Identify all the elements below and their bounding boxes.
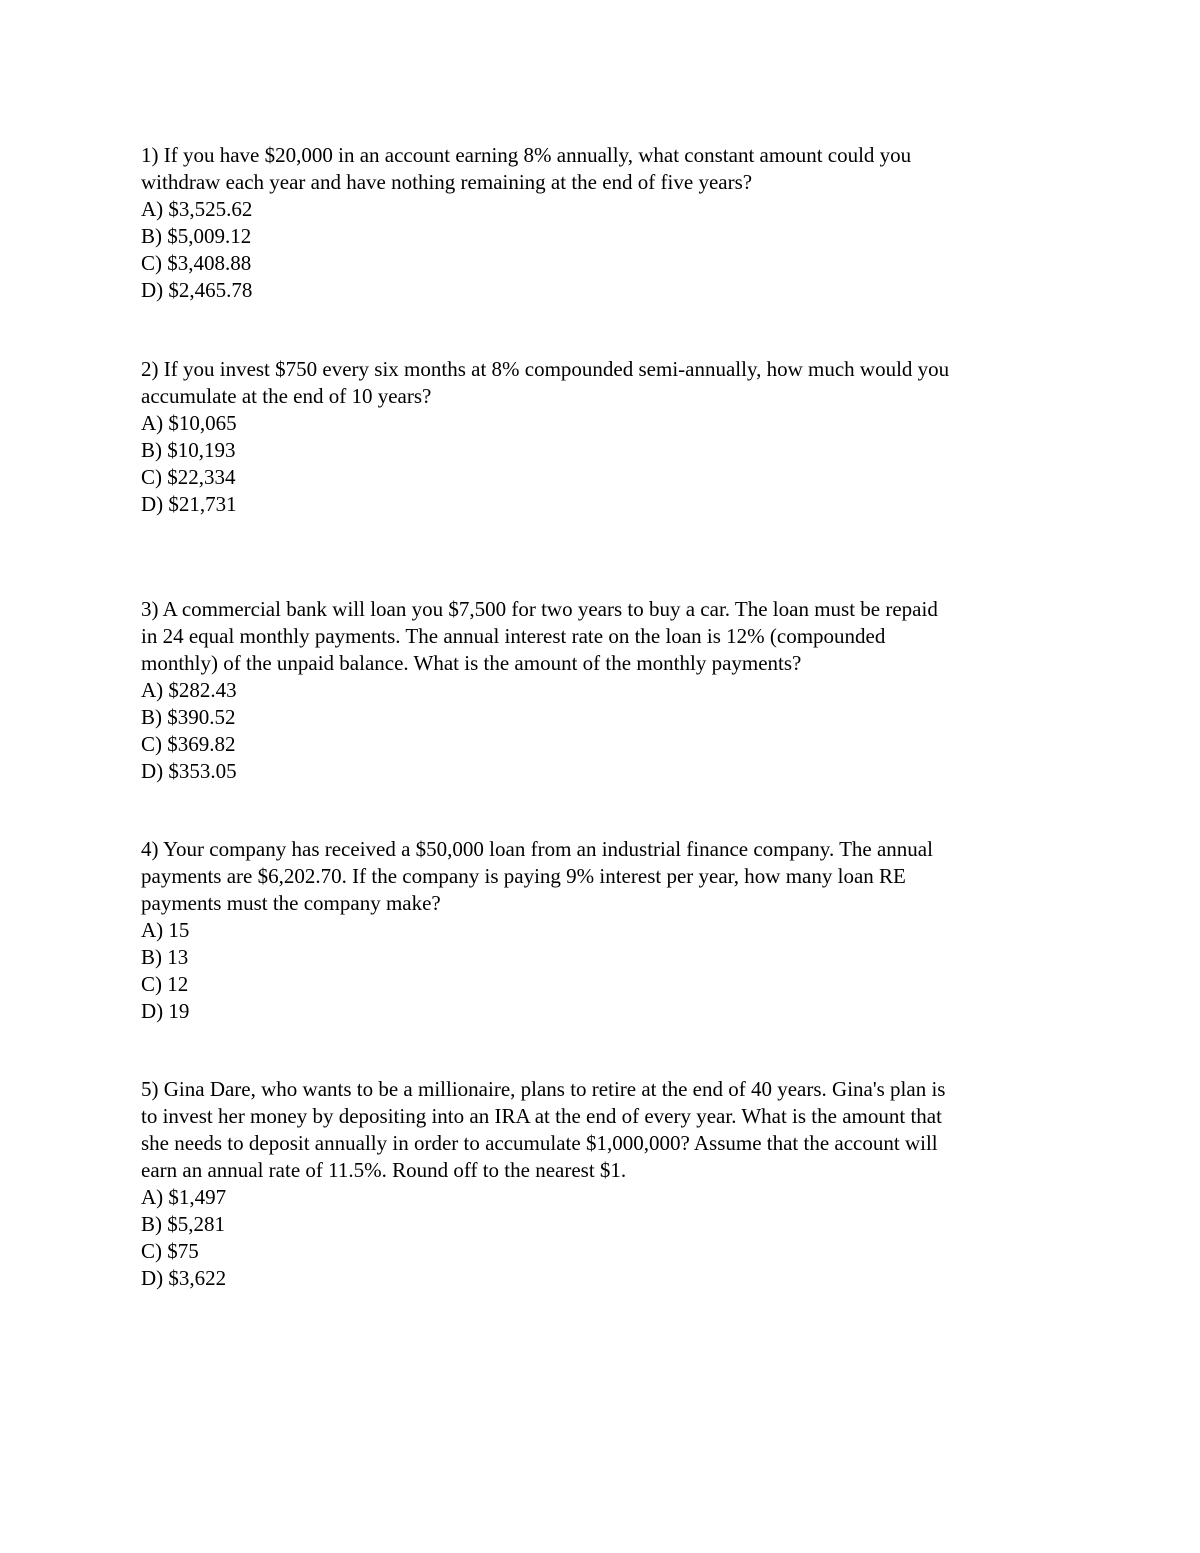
question-1-options [141,196,1071,304]
question-2-options [141,410,1071,518]
question-4 [141,836,1071,1025]
option-a: A) $1,497 [141,1185,227,1209]
option-b: B) $5,009.12 [141,224,252,248]
option-b: B) $10,193 [141,438,236,462]
question-line: earn an annual rate of 11.5%. Round off to the nearest $1. [141,1158,627,1182]
option-d: D) $353.05 [141,759,237,783]
option-a: A) $10,065 [141,411,237,435]
question-4-options [141,917,1071,1025]
option-c: C) $369.82 [141,732,236,756]
question-line: 5) Gina Dare, who wants to be a millionaire, plans to retire at the end of 40 years. Gina's plan is [141,1077,946,1101]
option-d: D) $3,622 [141,1266,227,1290]
question-3 [141,596,1071,785]
question-4-text [141,836,1071,917]
question-line: in 24 equal monthly payments. The annual interest rate on the loan is 12% (compounded [141,624,886,648]
question-line: accumulate at the end of 10 years? [141,384,432,408]
option-d: D) $21,731 [141,492,237,516]
question-line: payments are $6,202.70. If the company is paying 9% interest per year, how many loan RE [141,864,906,888]
option-c: C) $3,408.88 [141,251,252,275]
option-b: B) $390.52 [141,705,236,729]
question-1-text [141,142,1071,196]
option-d: D) 19 [141,999,190,1023]
question-line: 4) Your company has received a $50,000 loan from an industrial finance company. The annual [141,837,933,861]
option-c: C) $22,334 [141,465,236,489]
option-c: C) 12 [141,972,189,996]
question-line: to invest her money by depositing into an IRA at the end of every year. What is the amount that [141,1104,942,1128]
question-2 [141,356,1071,518]
question-5-options [141,1184,1071,1292]
question-5-text [141,1076,1071,1184]
question-line: she needs to deposit annually in order to accumulate $1,000,000? Assume that the account will [141,1131,938,1155]
question-2-text [141,356,1071,410]
question-line: 2) If you invest $750 every six months at 8% compounded semi-annually, how much would you [141,357,950,381]
question-3-options [141,677,1071,785]
option-b: B) $5,281 [141,1212,225,1236]
question-line: 1) If you have $20,000 in an account earning 8% annually, what constant amount could you [141,143,912,167]
question-line: monthly) of the unpaid balance. What is the amount of the monthly payments? [141,651,802,675]
option-a: A) $282.43 [141,678,237,702]
option-c: C) $75 [141,1239,199,1263]
question-5 [141,1076,1071,1292]
question-line: withdraw each year and have nothing remaining at the end of five years? [141,170,753,194]
question-line: 3) A commercial bank will loan you $7,500 for two years to buy a car. The loan must be repaid [141,597,938,621]
option-a: A) $3,525.62 [141,197,253,221]
question-line: payments must the company make? [141,891,441,915]
question-1 [141,142,1071,304]
option-d: D) $2,465.78 [141,278,253,302]
option-b: B) 13 [141,945,189,969]
option-a: A) 15 [141,918,190,942]
question-3-text [141,596,1071,677]
